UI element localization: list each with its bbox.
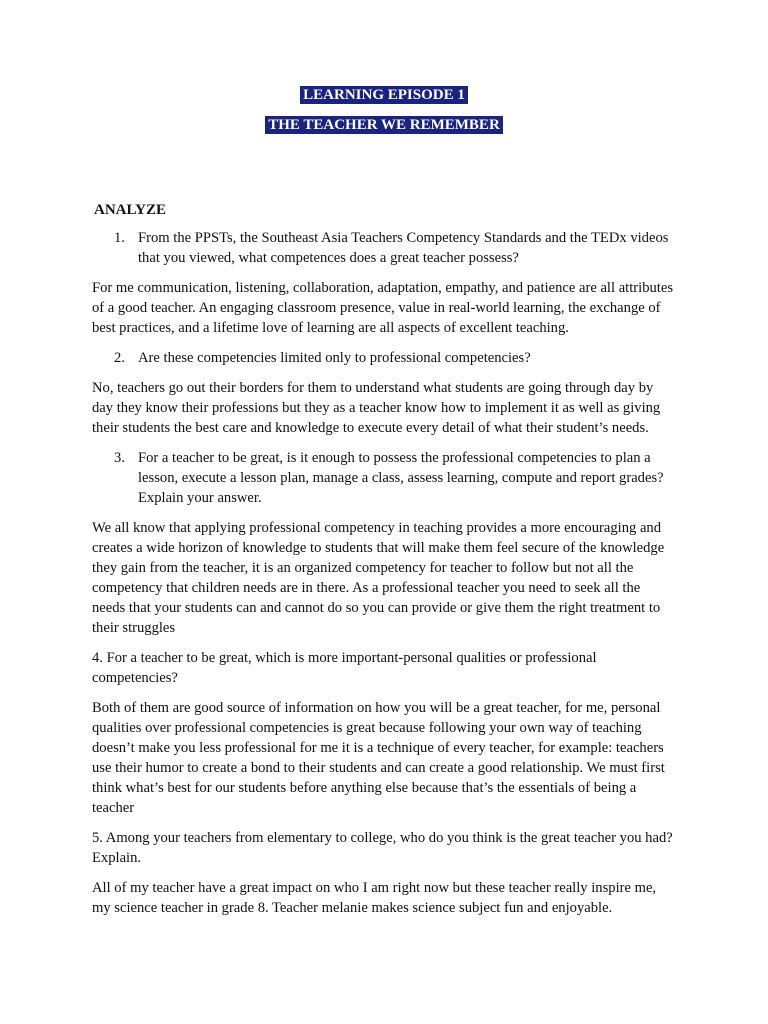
- question-number: 2.: [114, 350, 125, 366]
- question-text: Are these competencies limited only to professional competencies?: [138, 350, 531, 366]
- question-number: 1.: [114, 230, 125, 246]
- answer-1: For me communication, listening, collaboration, adaptation, empathy, and patience are all attributes of a good teacher. An engaging classroom presence, value in real-world learning, the exchange of best practices, and a lifetime love of learning are all aspects of excellent teaching.: [92, 280, 673, 336]
- question-number: 3.: [114, 450, 125, 466]
- episode-subtitle: THE TEACHER WE REMEMBER: [265, 116, 503, 134]
- answer-5: All of my teacher have a great impact on who I am right now but these teacher really inspire me, my science teacher in grade 8. Teacher melanie makes science subject fun and enjoyable.: [92, 880, 657, 916]
- answer-3: We all know that applying professional competency in teaching provides a more encouraging and creates a wide horizon of knowledge to students that will make them feel secure of the knowledge they gain from the teacher, it is an organized competency for teacher to follow but not all the competency that children needs are in there. As a professional teacher you need to seek all the needs that your students can and cannot do so you can provide or give them the right treatment to their struggles: [92, 520, 665, 636]
- answer-2: No, teachers go out their borders for them to understand what students are going through day by day they know their professions but they as a teacher know how to implement it as well as giving their students the best care and knowledge to execute every detail of what their student’s needs.: [92, 380, 661, 436]
- question-text: From the PPSTs, the Southeast Asia Teachers Competency Standards and the TEDx videos that you viewed, what competences does a great teacher possess?: [138, 230, 669, 266]
- document-body: [92, 200, 676, 928]
- section-heading: ANALYZE: [94, 202, 166, 218]
- answer-4: Both of them are good source of information on how you will be a great teacher, for me, personal qualities over professional competencies is great because following your own way of teaching doesn’t make you less professional for me it is a technique of every teacher, for example: teachers use their humor to create a bond to their students and can create a good relationship. We must first think what’s best for our students before anything else because that’s the essentials of being a teacher: [92, 700, 665, 816]
- episode-title: LEARNING EPISODE 1: [300, 86, 468, 104]
- question-text: For a teacher to be great, is it enough to possess the professional competencies to plan a lesson, execute a lesson plan, manage a class, assess learning, compute and report grades? Explain your answer.: [138, 450, 664, 506]
- question-2: [92, 348, 676, 368]
- question-4: 4. For a teacher to be great, which is more important-personal qualities or professional competencies?: [92, 650, 597, 686]
- question-5: 5. Among your teachers from elementary to college, who do you think is the great teacher you had? Explain.: [92, 830, 673, 866]
- question-1: [92, 228, 676, 268]
- title-block: [0, 86, 768, 146]
- question-3: [92, 448, 676, 508]
